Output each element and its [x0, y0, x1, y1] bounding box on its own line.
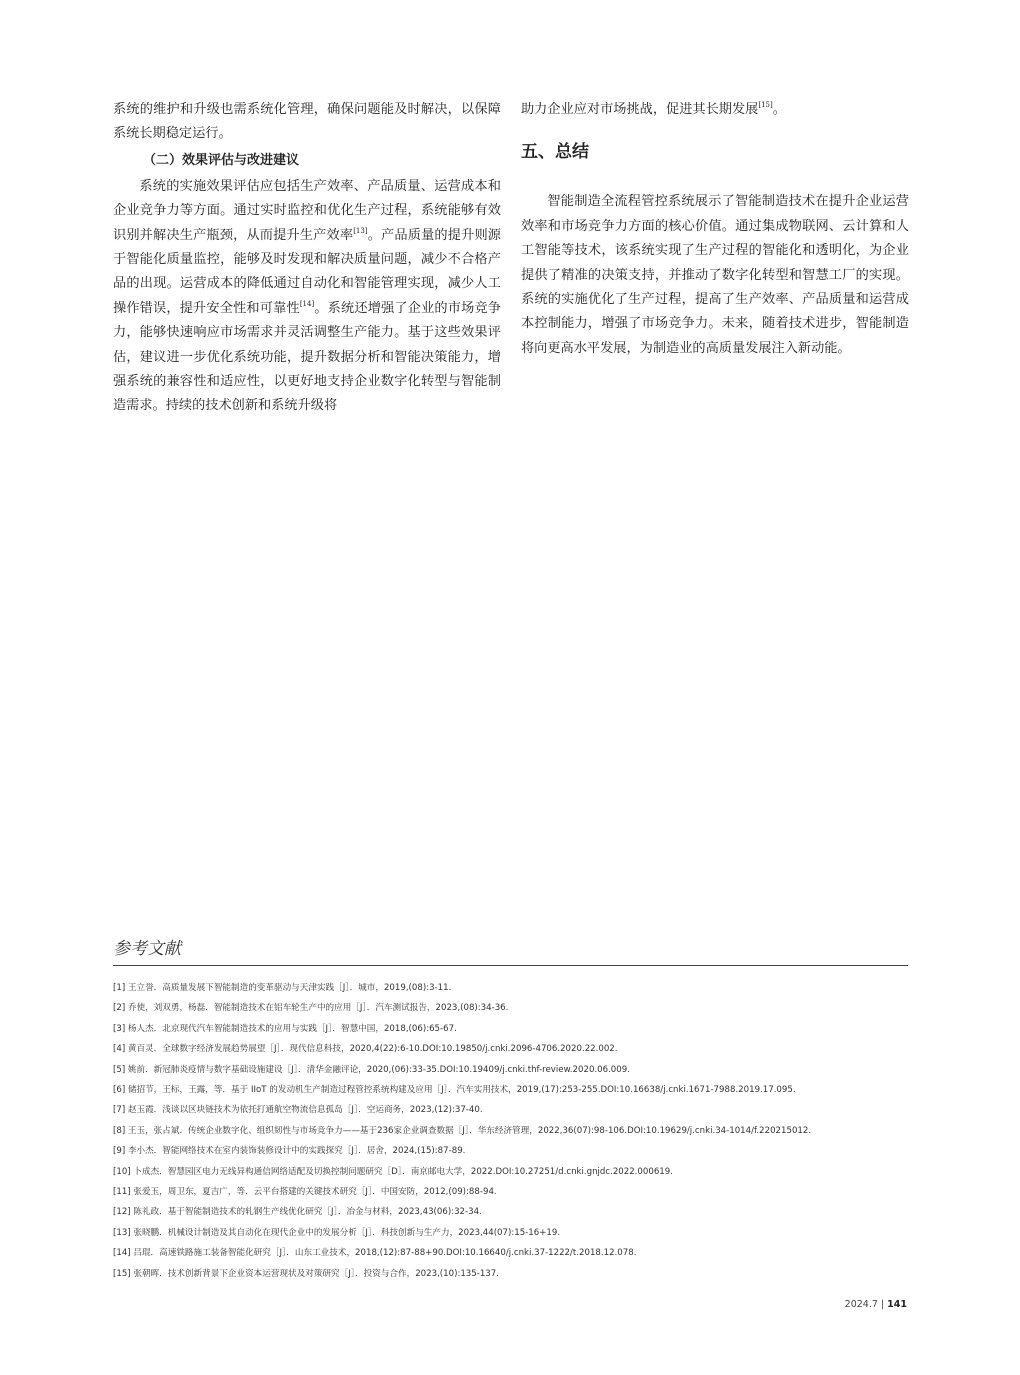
reference-item: [13] 张晓鹏．机械设计制造及其自动化在现代企业中的发展分析［J］．科技创新与生产力，2023,44(07):15-16+19. — [113, 1227, 561, 1238]
references-section — [113, 934, 908, 1284]
left-column — [113, 98, 501, 419]
reference-item: [5] 姚前．新冠肺炎疫情与数字基础设施建设［J］．清华金融评论，2020,(06):33-35.DOI:10.19409/j.cnki.thf-review.2020.06.009. — [113, 1064, 630, 1075]
citation-mark: [14] — [299, 299, 315, 308]
reference-item: [11] 张爱玉，周卫东，夏吉广，等．云平台搭建的关键技术研究［J］．中国安防，2012,(09):88-94. — [113, 1187, 497, 1198]
page-footer — [845, 1299, 907, 1310]
reference-item: [15] 张朝晖．技术创新背景下企业资本运营现状及对策研究［J］．投资与合作，2023,(10):135-137. — [113, 1268, 499, 1279]
reference-item: [8] 王玉，张占斌．传统企业数字化、组织韧性与市场竞争力——基于236家企业调查数据［J］．华东经济管理，2022,36(07):98-106.DOI:10.19629/j.cnki.34-1014/f.220215012. — [113, 1125, 812, 1136]
reference-item: [4] 黄百灵．全球数字经济发展趋势展望［J］．现代信息科技，2020,4(22):6-10.DOI:10.19850/j.cnki.2096-4706.2020.22.002. — [113, 1044, 618, 1055]
paragraph-text: 。系统还增强了企业的市场竞争力，能够快速响应市场需求并灵活调整生产能力。基于这些效果评估，建议进一步优化系统功能，提升数据分析和智能决策能力，增强系统的兼容性和适应性，以更好地支持企业数字化转型与智能制造需求。持续的技术创新和系统升级将 — [113, 300, 501, 414]
reference-item: [2] 乔使，刘双勇，杨磊．智能制造技术在铝车轮生产中的应用［J］．汽车测试报告，2023,(08):34-36. — [113, 1003, 509, 1014]
paragraph — [113, 175, 501, 419]
paragraph-text: 。 — [772, 102, 786, 117]
paragraph-text: 。产品质量的提升则源于智能化质量监控，能够及时发现和解决质量问题，减少不合格产品的出现。运营成本的降低通过自动化和智能管理实现，减少人工操作错误，提升安全性和可靠性 — [113, 227, 501, 316]
paragraph: 智能制造全流程管控系统展示了智能制造技术在提升企业运营效率和市场竞争力方面的核心价值。通过集成物联网、云计算和人工智能等技术，该系统实现了生产过程的智能化和透明化，为企业提供了精准的决策支持，并推动了数字化转型和智慧工厂的实现。系统的实施优化了生产过程，提高了生产效率、产品质量和运营成本控制能力，增强了市场竞争力。未来，随着技术进步，智能制造将向更高水平发展，为制造业的高质量发展注入新动能。 — [521, 194, 909, 356]
references-title: 参考文献 — [113, 934, 908, 966]
reference-item: [7] 赵玉霞．浅谈以区块链技术为依托打通航空物流信息孤岛［J］．空运商务，2023,(12):37-40. — [113, 1105, 483, 1116]
paragraph-text: 系统的实施效果评估应包括生产效率、产品质量、运营成本和企业竞争力等方面。通过实时监控和优化生产过程，系统能够有效识别并解决生产瓶颈，从而提升生产效率 — [113, 178, 501, 243]
right-column — [521, 98, 909, 361]
reference-item: [6] 储招节，王标，王露，等．基于 IIoT 的发动机生产制造过程管控系统构建及应用［J］．汽车实用技术，2019,(17):253-255.DOI:10.16638/j.cnki.1671-7988.2019.17.095. — [113, 1085, 796, 1096]
citation-mark: [15] — [758, 101, 773, 109]
reference-item: [3] 杨人杰．北京现代汽车智能制造技术的应用与实践［J］．智慧中国，2018,(06):65-67. — [113, 1023, 457, 1034]
subsection-heading: （二）效果评估与改进建议 — [143, 152, 300, 168]
reference-item: [10] 卜成杰．智慧园区电力无线异构通信网络适配及切换控制问题研究［D］．南京邮电大学，2022.DOI:10.27251/d.cnki.gnjdc.2022.000619. — [113, 1166, 673, 1177]
paragraph — [521, 98, 909, 122]
reference-item: [1] 王立誉．高质量发展下智能制造的变革驱动与天津实践［J］．城市，2019,(08):3-11. — [113, 983, 452, 993]
section-heading: 五、总结 — [521, 142, 589, 163]
reference-list — [113, 978, 908, 1284]
reference-item: [14] 吕琨．高速铁路施工装备智能化研究［J］．山东工业技术，2018,(12):87-88+90.DOI:10.16640/j.cnki.37-1222/t.2018.12.078. — [113, 1248, 637, 1259]
reference-item: [9] 李小杰．智能网络技术在室内装饰装修设计中的实践探究［J］．居舍，2024,(15):87-89. — [113, 1146, 466, 1157]
issue-number: 2024.7 — [844, 1299, 878, 1310]
paragraph-text: 助力企业应对市场挑战，促进其长期发展 — [521, 102, 759, 117]
citation-mark: [13] — [353, 226, 368, 235]
footer-separator: | — [877, 1299, 888, 1310]
paragraph: 系统的维护和升级也需系统化管理，确保问题能及时解决，以保障系统长期稳定运行。 — [113, 102, 501, 142]
page-number: 141 — [887, 1299, 907, 1310]
reference-item: [12] 陈礼政．基于智能制造技术的轧钢生产线优化研究［J］．冶金与材料，2023,43(06):32-34. — [113, 1207, 482, 1218]
